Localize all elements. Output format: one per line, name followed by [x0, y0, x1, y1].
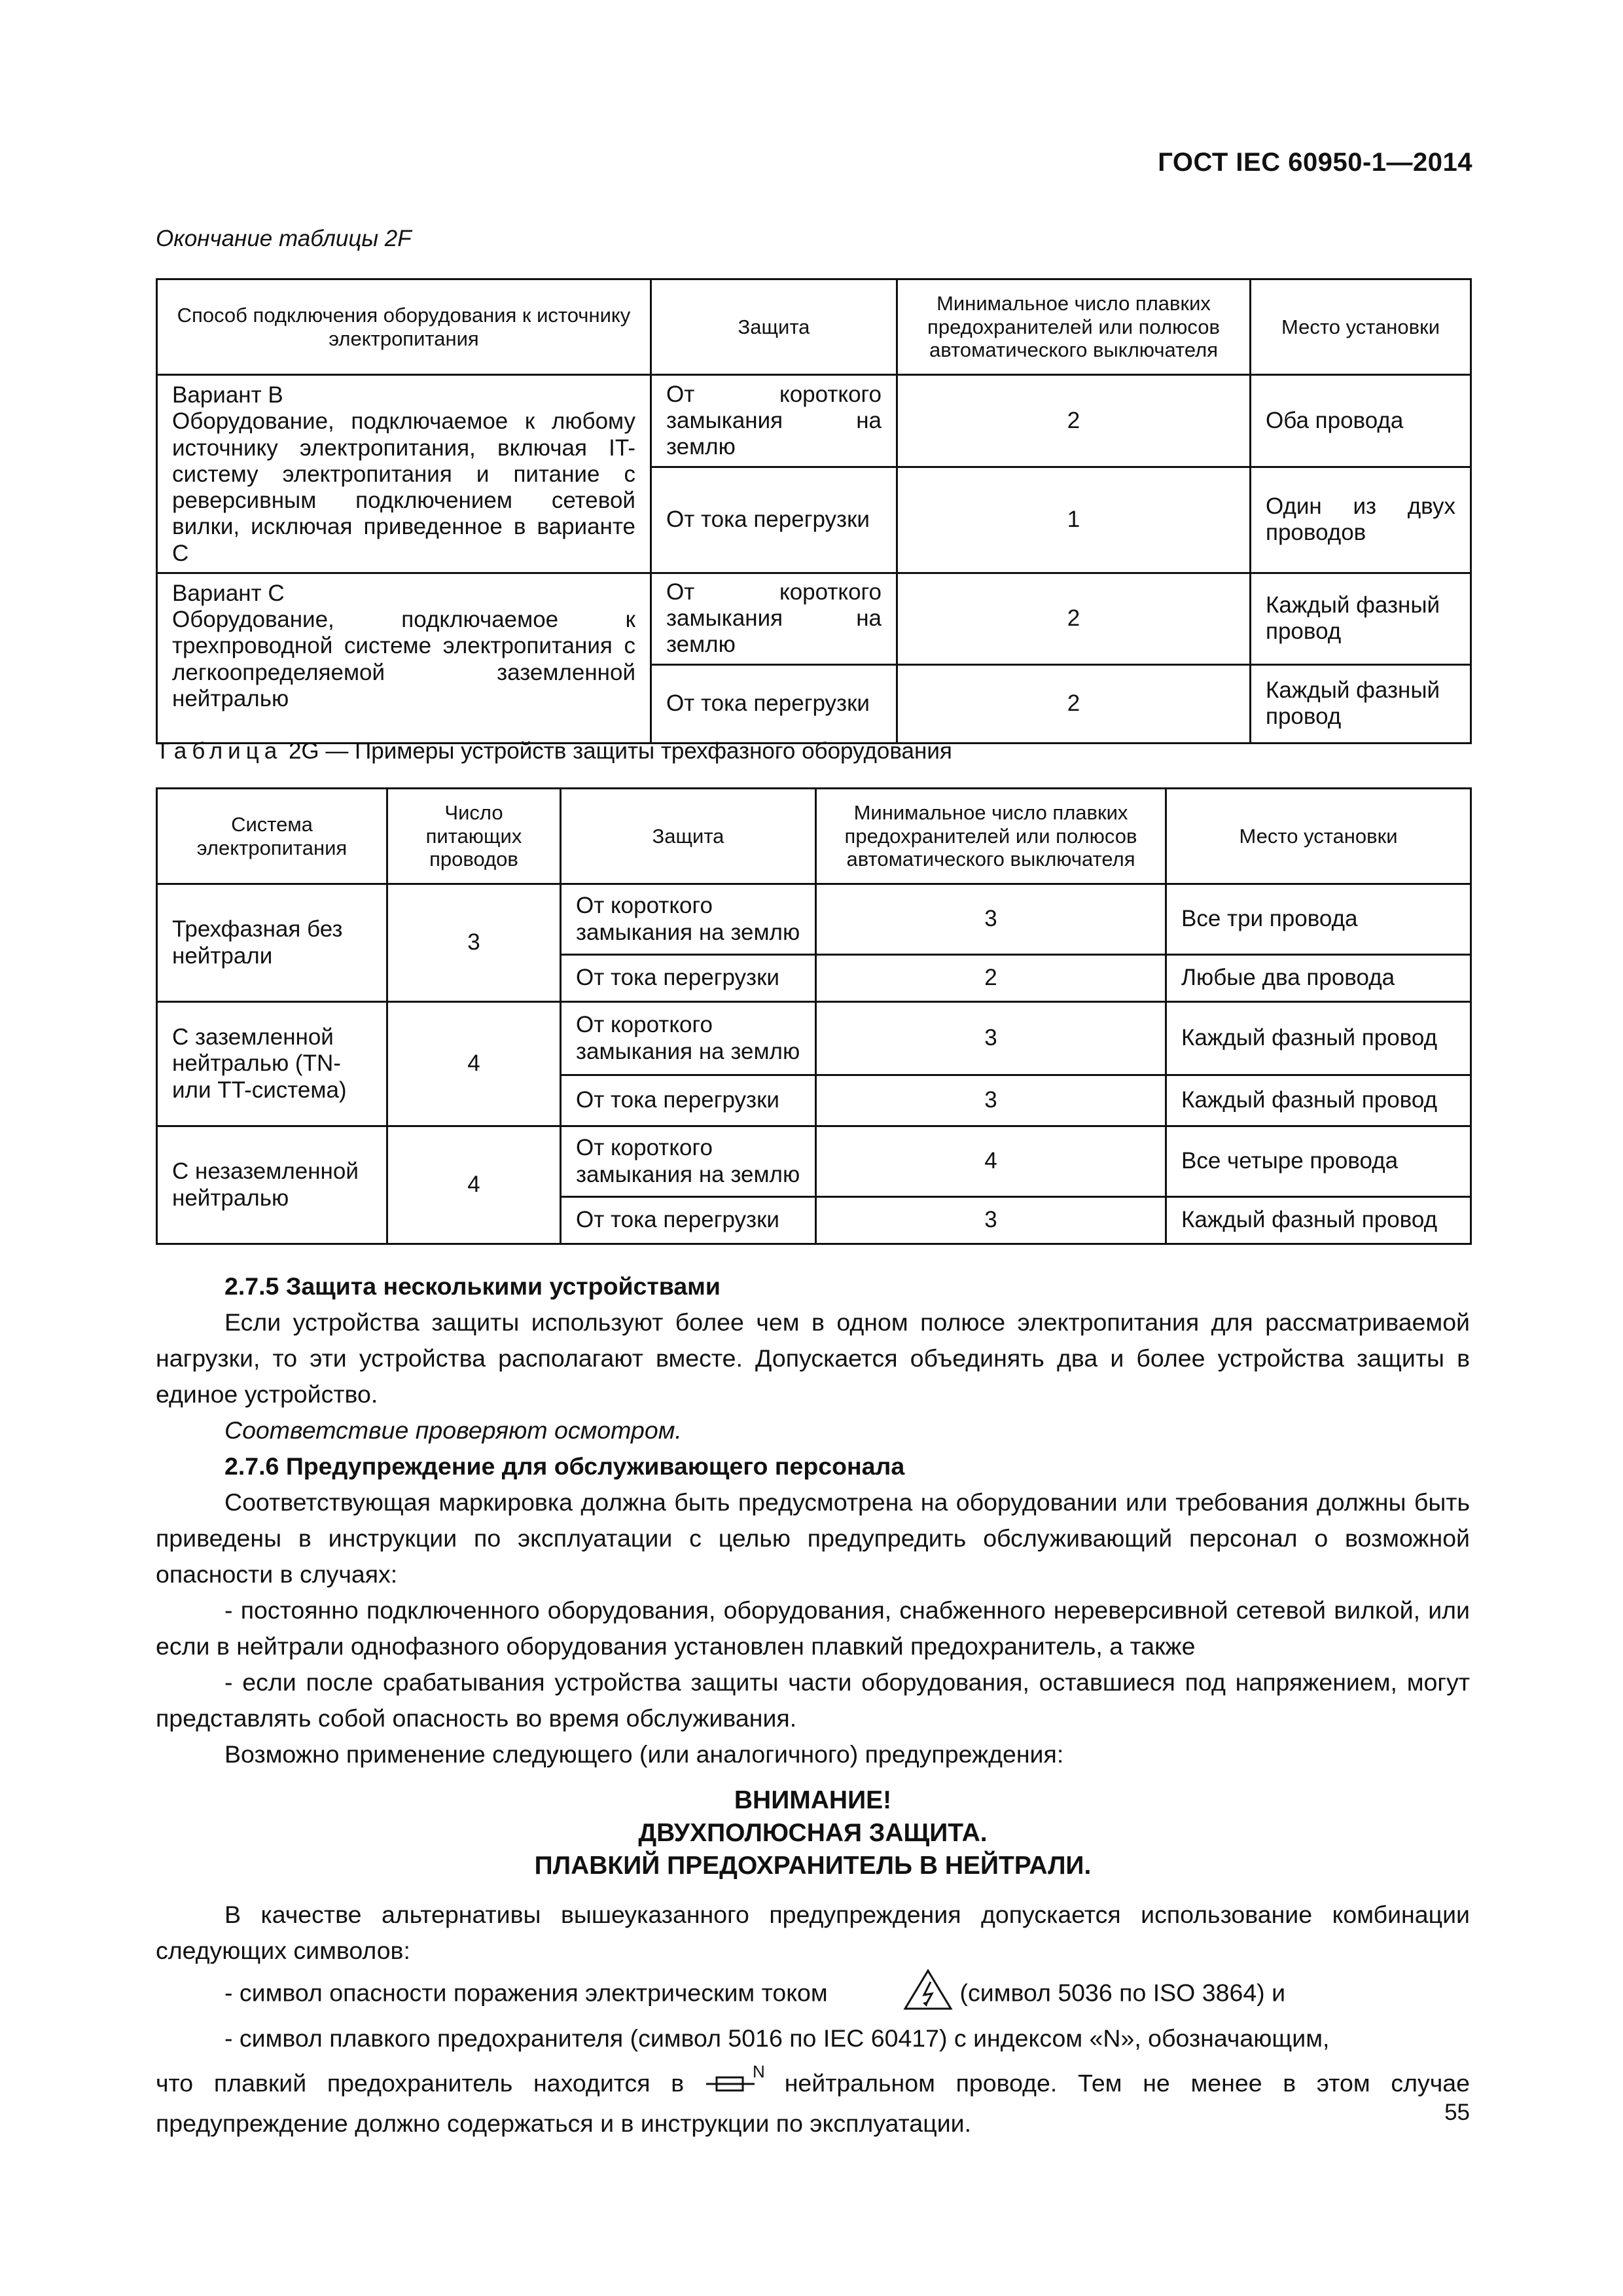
fuse-symbol-icon — [705, 2064, 764, 2106]
standard-header: ГОСТ IEC 60950-1—2014 — [1158, 148, 1472, 177]
table-2f — [156, 278, 1472, 744]
table-cell-count: 2 — [816, 955, 1166, 1002]
table-cell-wires: 4 — [387, 1126, 561, 1244]
section-276-item-1: - постоянно подключенного оборудования, оборудования, снабженного нереверсивной сетевой вилкой, или если в нейтрали однофазного оборудования установлен плавкий предохранитель, а также — [156, 1596, 1470, 1660]
table-2g-title-text: 2G — Примеры устройств защиты трехфазного оборудования — [288, 738, 952, 764]
warning-block — [156, 1784, 1470, 1882]
table-cell-protection: От тока перегрузки — [651, 467, 897, 573]
symbol-line-2: - символ плавкого предохранителя (символ 5016 по IEC 60417) с индексом «N», обозначающим, — [224, 2024, 1330, 2052]
table-cell-place: Все три провода — [1166, 884, 1471, 955]
table-cell-count: 2 — [897, 664, 1251, 743]
electric-shock-warning-icon — [834, 1969, 953, 2020]
symbol-1-after-text: (символ 5036 по ISO 3864) и — [959, 1979, 1286, 2007]
table-cell-protection: От тока перегрузки — [561, 1197, 816, 1244]
section-276-item-2: - если после срабатывания устройства защиты части оборудования, оставшиеся под напряжением, могут представлять собой опасность во время обслуживания. — [156, 1668, 1470, 1732]
table-cell-protection: От тока перегрузки — [561, 955, 816, 1002]
table-2g-title — [156, 738, 952, 764]
table-cell-wires: 3 — [387, 884, 561, 1002]
table-2f-header-protection: Защита — [651, 279, 897, 375]
section-276-paragraph-2: Возможно применение следующего (или аналогичного) предупреждения: — [224, 1740, 1064, 1768]
table-cell-protection: От короткого замыкания на землю — [651, 573, 897, 664]
section-276-paragraph-3: В качестве альтернативы вышеуказанного предупреждения допускается использование комбинации следующих символов: — [156, 1901, 1470, 1964]
variant-c-description: Вариант С Оборудование, подключаемое к трехпроводной системе электропитания с легкоопределяемой заземленной нейтралью — [157, 573, 651, 743]
table-row — [157, 884, 1471, 955]
table-2g-header-row — [157, 789, 1471, 884]
table-cell-count: 1 — [897, 467, 1251, 573]
table-cell-place: Каждый фазный провод — [1166, 1075, 1471, 1126]
table-cell-count: 2 — [897, 375, 1251, 467]
table-cell-protection: От короткого замыкания на землю — [561, 1126, 816, 1197]
table-cell-protection: От тока перегрузки — [561, 1075, 816, 1126]
warning-line-1: ВНИМАНИЕ! — [734, 1786, 892, 1814]
table-cell-place: Все четыре провода — [1166, 1126, 1471, 1197]
symbol-3-text: что плавкий предохранитель находится в — [156, 2069, 685, 2097]
table-2f-header-row — [157, 279, 1471, 375]
table-continuation-caption: Окончание таблицы 2F — [156, 226, 412, 251]
fuse-index-label: N — [752, 2064, 764, 2081]
table-cell-protection: От короткого замыкания на землю — [561, 884, 816, 955]
table-2g-header-wires: Число питающих проводов — [387, 789, 561, 884]
table-cell-count: 2 — [897, 573, 1251, 664]
table-cell-place: Один из двух проводов — [1251, 467, 1471, 573]
warning-line-3: ПЛАВКИЙ ПРЕДОХРАНИТЕЛЬ В НЕЙТРАЛИ. — [534, 1852, 1092, 1880]
table-2f-header-min-count: Минимальное число плавких предохранителей или полюсов автоматического выключателя — [897, 279, 1251, 375]
warning-line-2: ДВУХПОЛЮСНАЯ ЗАЩИТА. — [638, 1819, 988, 1847]
table-cell-count: 3 — [816, 884, 1166, 955]
table-2g-header-min-count: Минимальное число плавких предохранителей или полюсов автоматического выключателя — [816, 789, 1166, 884]
table-row — [157, 573, 1471, 664]
table-cell-count: 3 — [816, 1197, 1166, 1244]
table-cell-place: Оба провода — [1251, 375, 1471, 467]
table-cell-wires: 4 — [387, 1002, 561, 1126]
table-cell-place: Каждый фазный провод — [1166, 1002, 1471, 1075]
symbol-line-1 — [156, 1969, 1470, 2020]
table-cell-protection: От короткого замыкания на землю — [651, 375, 897, 467]
symbol-line-3 — [156, 2064, 1470, 2142]
table-cell-protection: От короткого замыкания на землю — [561, 1002, 816, 1075]
variant-b-description: Вариант В Оборудование, подключаемое к любому источнику электропитания, включая IT-систему электропитания и питание с реверсивным подключением сетевой вилки, исключая приведенное в варианте С — [157, 375, 651, 573]
table-cell-count: 3 — [816, 1002, 1166, 1075]
table-2g-label: Таблица — [156, 738, 283, 764]
table-2g-header-system: Система электропитания — [157, 789, 387, 884]
table-cell-count: 4 — [816, 1126, 1166, 1197]
symbol-3-after-text: нейтральном проводе. Тем не менее в этом случае предупреждение должно содержаться и в инструкции по эксплуатации. — [156, 2069, 1470, 2137]
section-276-heading: 2.7.6 Предупреждение для обслуживающего персонала — [224, 1452, 905, 1480]
table-cell-place: Каждый фазный провод — [1251, 664, 1471, 743]
table-2g-header-protection: Защита — [561, 789, 816, 884]
table-2f-header-connection: Способ подключения оборудования к источнику электропитания — [157, 279, 651, 375]
table-cell-protection: От тока перегрузки — [651, 664, 897, 743]
section-275-paragraph: Если устройства защиты используют более чем в одном полюсе электропитания для рассматриваемой нагрузки, то эти устройства располагают вместе. Допускается объединять два и более устройства защиты в единое устройство. — [156, 1308, 1470, 1408]
table-cell-count: 3 — [816, 1075, 1166, 1126]
table-cell-system: С заземленной нейтралью (TN- или TT-система) — [157, 1002, 387, 1126]
table-cell-system: Трехфазная без нейтрали — [157, 884, 387, 1002]
table-cell-place: Каждый фазный провод — [1166, 1197, 1471, 1244]
body-text — [156, 1268, 1470, 2142]
table-cell-place: Любые два провода — [1166, 955, 1471, 1002]
section-275-heading: 2.7.5 Защита несколькими устройствами — [224, 1272, 721, 1300]
page-number: 55 — [1444, 2100, 1470, 2125]
table-row — [157, 1126, 1471, 1197]
table-cell-place: Каждый фазный провод — [1251, 573, 1471, 664]
table-2g — [156, 787, 1472, 1245]
table-row — [157, 375, 1471, 467]
symbol-1-text: - символ опасности поражения электрическим током — [224, 1979, 828, 2007]
section-275-compliance: Соответствие проверяют осмотром. — [224, 1416, 682, 1444]
section-276-paragraph: Соответствующая маркировка должна быть предусмотрена на оборудовании или требования должны быть приведены в инструкции по эксплуатации с целью предупредить обслуживающий персонал о возможной опасности в случаях: — [156, 1488, 1470, 1588]
table-cell-system: С незаземленной нейтралью — [157, 1126, 387, 1244]
table-row — [157, 1002, 1471, 1075]
table-2g-header-place: Место установки — [1166, 789, 1471, 884]
table-2f-header-place: Место установки — [1251, 279, 1471, 375]
